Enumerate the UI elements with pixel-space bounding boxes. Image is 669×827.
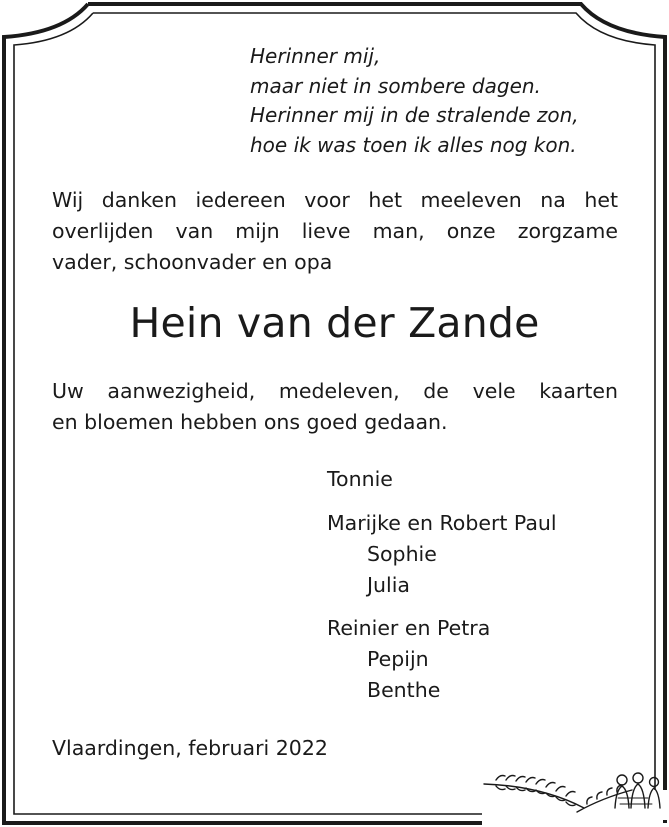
thanks-line: overlijden van mijn lieve man, onze zorgzame (52, 219, 618, 243)
thanks-paragraph (52, 185, 618, 278)
signature-family-group (327, 508, 557, 601)
place-date: Vlaardingen, februari 2022 (52, 736, 328, 760)
appreciation-line: en bloemen hebben ons goed gedaan. (52, 410, 448, 434)
family-parents: Marijke en Robert Paul (327, 511, 557, 535)
poem-line: Herinner mij in de stralende zon, (250, 103, 579, 127)
poem-line: hoe ik was toen ik alles nog kon. (250, 132, 577, 157)
family-child: Benthe (367, 678, 441, 702)
family-parents: Reinier en Petra (327, 616, 491, 640)
poem-line: Herinner mij, (250, 44, 381, 68)
thanks-line: vader, schoonvader en opa (52, 250, 333, 274)
family-child: Julia (367, 573, 410, 597)
family-child: Pepijn (367, 647, 429, 671)
appreciation-line: Uw aanwezigheid, medeleven, de vele kaarten (52, 379, 618, 403)
family-child: Sophie (367, 542, 437, 566)
signature-spouse: Tonnie (327, 467, 393, 491)
branch-with-figures-icon (482, 768, 664, 816)
appreciation-paragraph (52, 376, 618, 438)
poem-line: maar niet in sombere dagen. (250, 73, 541, 98)
memorial-poem (250, 42, 579, 160)
signature-family-group (327, 613, 490, 706)
thanks-line: Wij danken iedereen voor het meeleven na het (52, 188, 618, 212)
deceased-name: Hein van der Zande (129, 299, 540, 347)
